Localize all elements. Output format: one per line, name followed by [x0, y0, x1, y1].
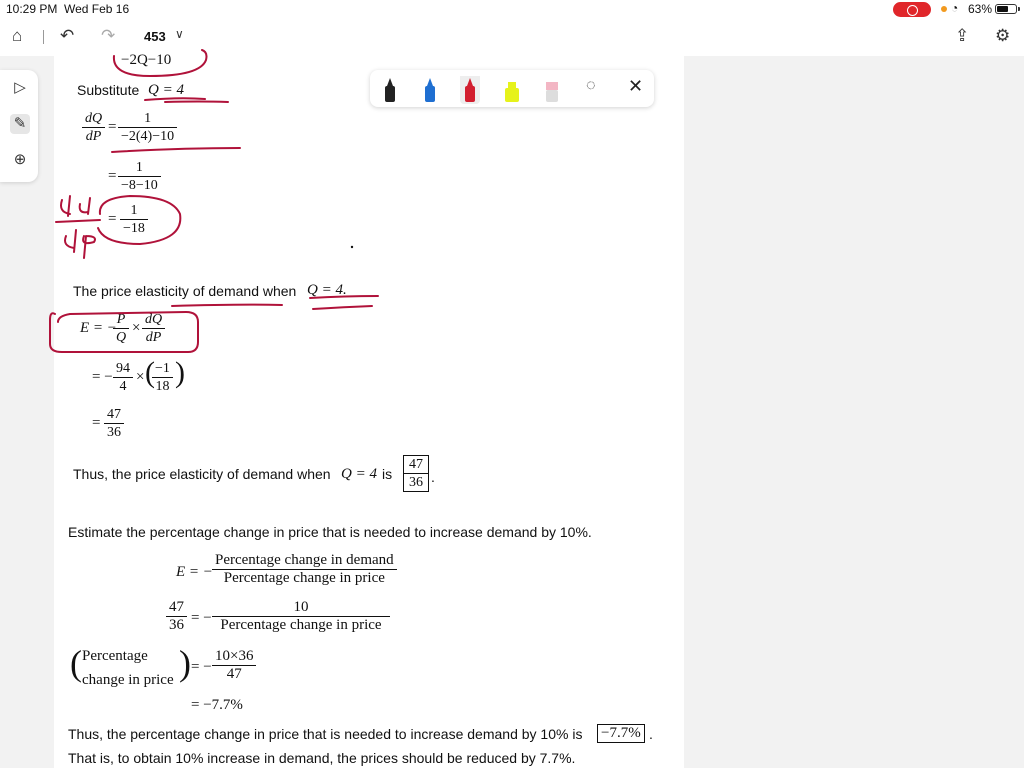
battery-icon [995, 4, 1017, 14]
dp: dP [142, 328, 165, 346]
final-line: That is, to obtain 10% increase in demand, the prices should be reduced by 7.7%. [68, 750, 576, 766]
battery-percent: 63% [968, 2, 993, 16]
e-sub-inner-den: 18 [152, 377, 173, 395]
chevron-down-icon[interactable]: ∨ [175, 27, 184, 41]
equals-minus: = − [191, 610, 212, 626]
times-sign: × [136, 369, 145, 385]
step4: = −7.7% [191, 697, 243, 713]
ans1-num: 47 [409, 457, 423, 472]
s3-lhs-top: Percentage [82, 648, 148, 664]
dp: dP [82, 127, 105, 145]
s2-lhs-den: 36 [166, 616, 187, 634]
eraser-icon[interactable] [542, 76, 562, 104]
app-toolbar [0, 18, 1024, 56]
mic-indicator-icon [941, 6, 947, 12]
e-sub-num: 94 [116, 361, 130, 376]
home-icon[interactable]: ⌂ [12, 26, 23, 45]
e-sub-inner-num: −1 [155, 361, 170, 376]
undo-icon[interactable]: ↶ [60, 26, 75, 45]
period: . [649, 726, 653, 742]
thus-line-1: Thus, the price elasticity of demand when [73, 466, 331, 482]
thus-line-1-q: Q = 4 [341, 466, 377, 482]
eq3-num: 1 [130, 203, 138, 218]
substitute-value: Q = 4 [148, 82, 184, 98]
step3-rhs [212, 648, 256, 683]
paren-left: ( [70, 643, 82, 683]
toolbar-divider [43, 30, 44, 44]
substitute-label: Substitute [77, 82, 140, 98]
pct-den: Percentage change in price [212, 569, 397, 587]
ans1-den: 36 [404, 473, 428, 491]
s3-num: 10×36 [215, 648, 254, 664]
formula-e: E = − [80, 320, 117, 336]
pen-tool-icon[interactable]: ✎ [10, 114, 30, 134]
lasso-icon[interactable]: ◌ [586, 77, 596, 94]
eq2-num: 1 [135, 160, 143, 175]
close-icon[interactable]: ✕ [628, 76, 644, 96]
answer-box-2: −7.7% [597, 724, 645, 743]
status-time: 10:29 PM [6, 2, 58, 16]
dq-dp-lhs [82, 110, 105, 145]
status-bar [0, 0, 1024, 18]
e-res-num: 47 [107, 407, 121, 422]
eq1-den: −2(4)−10 [118, 127, 177, 145]
black-pen-icon[interactable] [380, 76, 400, 104]
eq1-num: 1 [144, 111, 152, 126]
equals-minus: = − [92, 369, 113, 385]
screen-record-icon[interactable] [893, 2, 931, 17]
side-tool-panel [0, 70, 38, 182]
highlighter-icon[interactable] [502, 76, 522, 104]
estimate-question: Estimate the percentage change in price that is needed to increase demand by 10%. [68, 524, 592, 540]
step2-lhs [166, 599, 187, 634]
paren-right: ) [179, 643, 191, 683]
answer-box-1 [403, 455, 429, 492]
eq2-den: −8−10 [118, 176, 161, 194]
eq3-fraction [120, 202, 148, 237]
redo-icon[interactable]: ↷ [101, 26, 116, 45]
page-number[interactable]: 453 [144, 29, 166, 44]
red-pen-icon[interactable] [460, 76, 480, 104]
dq: dQ [145, 312, 163, 327]
equals-sign: = [108, 119, 117, 135]
p: P [116, 312, 126, 327]
gear-icon[interactable]: ⚙ [995, 26, 1011, 45]
pct-num: Percentage change in demand [215, 552, 394, 568]
e-sub-inner [152, 360, 173, 395]
eq2-fraction [118, 159, 161, 194]
pct-fraction [212, 552, 397, 587]
equals-sign: = [108, 211, 117, 227]
paren-left: ( [145, 356, 155, 389]
elasticity-intro: The price elasticity of demand when [73, 283, 297, 299]
status-date: Wed Feb 16 [64, 2, 130, 16]
pen-palette [370, 70, 654, 107]
add-icon[interactable]: ⊕ [13, 151, 27, 168]
e-def: E = − [176, 564, 213, 580]
dq: dQ [85, 111, 103, 126]
p-over-q [113, 311, 129, 346]
paren-right: ) [175, 356, 185, 389]
wifi-icon: ◔ [951, 1, 959, 15]
thus-line-1-is: is [382, 466, 393, 482]
battery-fill [997, 6, 1008, 12]
pointer-icon[interactable]: ▷ [14, 79, 26, 96]
share-icon[interactable]: ⇪ [955, 26, 970, 45]
equals-sign: = [92, 415, 101, 431]
prev-denominator: −2Q−10 [121, 52, 172, 68]
s2-den: Percentage change in price [212, 616, 390, 634]
s2-lhs-num: 47 [169, 599, 184, 615]
eq3-den: −18 [120, 219, 148, 237]
dq-over-dp [142, 311, 165, 346]
step2-rhs [212, 599, 390, 634]
equals-sign: = [108, 168, 117, 184]
s3-lhs-bot: change in price [82, 672, 174, 688]
thus-line-2: Thus, the percentage change in price that is needed to increase demand by 10% is [68, 726, 583, 742]
s3-den: 47 [212, 665, 256, 683]
e-sub-fraction [113, 360, 133, 395]
blue-pen-icon[interactable] [420, 76, 440, 104]
q: Q [113, 328, 129, 346]
s2-num: 10 [293, 599, 309, 615]
elasticity-q: Q = 4. [307, 282, 347, 298]
equals-minus: = − [191, 659, 212, 675]
times-sign: × [132, 320, 141, 336]
e-result [104, 406, 124, 441]
e-res-den: 36 [104, 423, 124, 441]
eq1-fraction [118, 110, 177, 145]
e-sub-den: 4 [113, 377, 133, 395]
period: . [431, 469, 435, 485]
